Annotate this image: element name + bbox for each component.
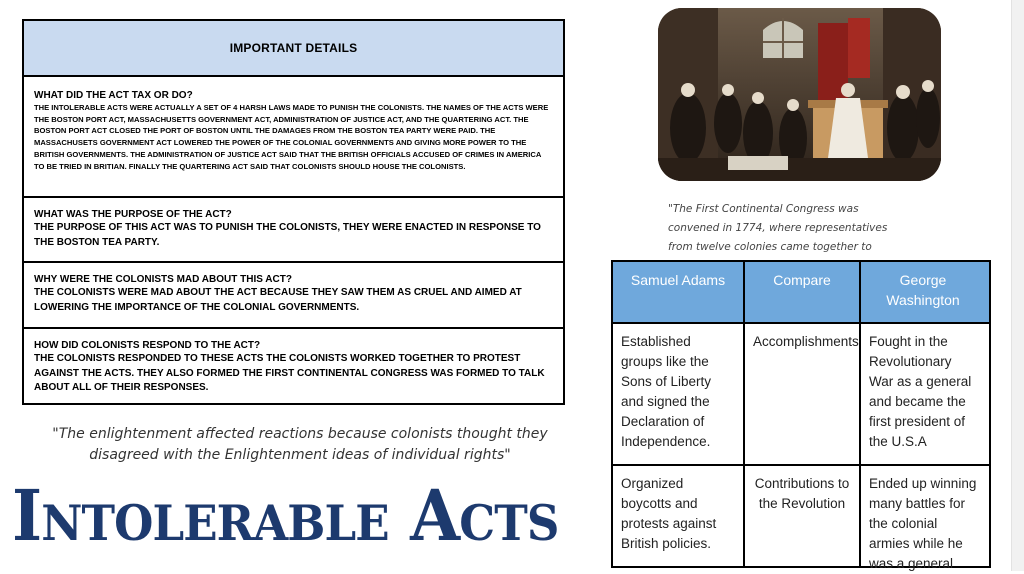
details-row (24, 198, 563, 263)
details-question: HOW DID COLONISTS RESPOND TO THE ACT? (34, 340, 261, 351)
table-cell: Contributions to the Revolution (745, 466, 861, 566)
table-row (613, 466, 989, 571)
page-title: Intolerable Acts (12, 474, 559, 557)
table-cell: Accomplishments (745, 324, 861, 464)
comparison-table (611, 260, 991, 571)
table-row (613, 324, 989, 466)
table-cell: Ended up winning many battles for the colonial armies while he was a general (869, 476, 977, 571)
painting-illustration (658, 8, 941, 181)
enlightenment-quote: "The enlightenment affected reactions because colonists thought they disagreed with the Enlightenment ideas of individual rights" (52, 426, 548, 463)
details-header: IMPORTANT DETAILS (24, 21, 563, 77)
table-header-row (613, 262, 989, 324)
details-answer: THE COLONISTS RESPONDED TO THESE ACTS THE COLONISTS WORKED TOGETHER TO PROTEST AGAINST THE ACTS. THEY ALSO FORMED THE FIRST CONTINENTAL CONGRESS WAS FORMED TO TALK ABOUT ALL OF THEIR RESPONSES. (34, 353, 545, 393)
details-answer: THE INTOLERABLE ACTS WERE ACTUALLY A SET OF 4 HARSH LAWS MADE TO PUNISH THE COLONISTS. THE NAMES OF THE ACTS WERE THE BOSTON PORT ACT, MASSACHUSETTS GOVERNMENT ACT, ADMINISTRATION OF JUSTICE ACT, AND THE QUARTERING ACT. THE BOSTON PORT ACT CLOSED THE PORT OF BOSTON UNTIL THE DAMAGES FROM THE BOSTON TEA PARTY WERE PAID. THE MASSACHUSETS GOVERNMENT ACT LOWERED THE POWER OF THE COLONIAL GOVERNMENTS AND GIVING MORE POWER TO THE BRITISH GOVERNMENTS. THE ADMINISTRATION OF JUSTICE ACT SAID THAT THE BRITISH OFFICIALS ACCUSED OF CRIMES IN AMERICA TO BE TRIED IN BRITIAN. FINALLY THE QUARTERING ACT SAID THAT COLONISTS SHOULD HOUSE THE COLONISTS. (34, 103, 549, 171)
details-row (24, 77, 563, 198)
painting-caption: "The First Continental Congress was convened in 1774, where representatives from twelve colonies came together to (668, 203, 888, 253)
details-answer: THE COLONISTS WERE MAD ABOUT THE ACT BECAUSE THEY SAW THEM AS CRUEL AND AIMED AT LOWERING THE IMPORTANCE OF THE COLONIAL GOVERNMENTS. (34, 287, 522, 313)
header-compare: Compare (745, 262, 861, 322)
header-george-washington: George Washington (886, 272, 960, 308)
scrollbar[interactable] (1011, 0, 1024, 571)
details-question: WHAT WAS THE PURPOSE OF THE ACT? (34, 209, 232, 220)
details-row (24, 263, 563, 329)
details-question: WHY WERE THE COLONISTS MAD ABOUT THIS ACT? (34, 274, 292, 285)
table-cell: Organized boycotts and protests against British policies. (613, 466, 745, 566)
table-cell: Established groups like the Sons of Liberty and signed the Declaration of Independence. (613, 324, 745, 464)
continental-congress-painting (658, 8, 941, 181)
details-row (24, 329, 563, 403)
table-cell: Fought in the Revolutionary War as a general and became the first president of the U.S.A (869, 334, 972, 449)
details-question: WHAT DID THE ACT TAX OR DO? (34, 90, 193, 101)
details-answer: THE PURPOSE OF THIS ACT WAS TO PUNISH THE COLONISTS, THEY WERE ENACTED IN RESPONSE TO THE BOSTON TEA PARTY. (34, 222, 541, 248)
important-details-table (22, 19, 565, 405)
header-samuel-adams: Samuel Adams (613, 262, 745, 322)
